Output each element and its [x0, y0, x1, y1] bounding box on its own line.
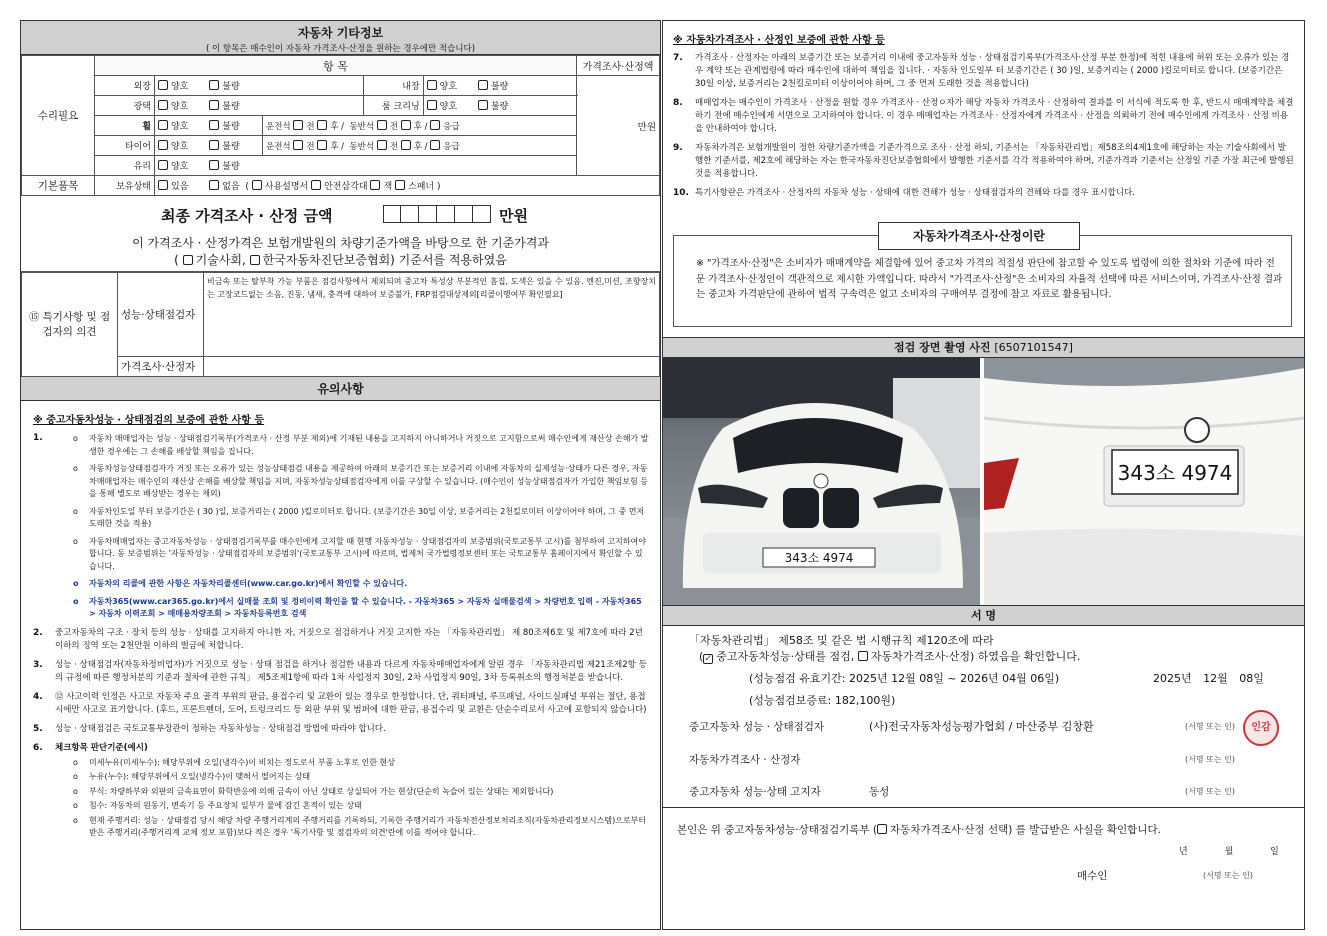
- tire-bad-option[interactable]: 불량: [209, 142, 239, 152]
- row-interior: 내장: [363, 76, 423, 96]
- checkbox[interactable]: [158, 80, 168, 90]
- checkbox[interactable]: [377, 120, 387, 130]
- cleaning-bad-option[interactable]: 불량: [478, 99, 508, 112]
- seal-stamp: 인감: [1243, 710, 1279, 746]
- checkbox[interactable]: [158, 160, 168, 170]
- tire-good-option[interactable]: 양호: [158, 139, 188, 152]
- tire-positions: 운전석 전 후 / 동반석 전 후 / 응급: [263, 136, 577, 156]
- photo-area: [663, 358, 1304, 606]
- car-front-image: [663, 358, 980, 605]
- inspection-note: 비금속 또는 탈부착 가능 부품은 점검사항에서 제외되며 중고차 특성상 부분적인 흠집, 도색은 있을 수 있음. 엔진,미션, 조향장치는 고장코드없는 소음, 진동, 냄새, 충격에 대하여 보증불가, FRP점검대상제외[리콜이행여부 확인필요]: [204, 273, 660, 357]
- checkbox[interactable]: [395, 180, 405, 190]
- final-price-unit: 만원: [499, 207, 528, 225]
- notifier-sign: (서명 또는 인): [1185, 787, 1235, 796]
- price-item-8: 8. 매매업자는 매수인이 가격조사 · 산정을 원할 경우 가격조사 · 산정ㅇ자가 해당 자동차 가격조사 · 산정하여 결과를 이 서식에 적도록 한 후, 반드시 매매계약을 체결하기 전에 매수인에게 서면으로 고지하여야 합니다. 이 경우 매매업자는 가격조사 · 산정자에게 가격조사 · 산정을 의뢰하기 전에 매수인에게 가격조사 · 산정 비용을 안내하여야 합니다.: [673, 98, 1294, 134]
- warranty-fee: (성능점검보증료: 182,100원): [749, 694, 896, 707]
- final-price-boxes[interactable]: [383, 205, 491, 223]
- checkbox[interactable]: [427, 80, 437, 90]
- inspector-name: (사)전국자동차성능평가협회 / 마산중부 김창환: [869, 720, 1094, 733]
- checkbox[interactable]: [478, 80, 488, 90]
- inspector-label: 중고자동차 성능 · 상태점검자: [689, 720, 825, 733]
- receipt-date: 년 월 일: [1179, 847, 1279, 857]
- checkbox[interactable]: [401, 120, 411, 130]
- row-gloss: 광택: [95, 96, 155, 116]
- checkbox[interactable]: [317, 120, 327, 130]
- price-item-10: 10. 특기사항란은 가격조사 · 산정자의 자동차 성능 · 상태에 대한 견해가 성능 · 상태점검자의 견해와 다를 경우 표시합니다.: [673, 188, 1135, 198]
- row-exterior: 외장: [95, 76, 155, 96]
- sub-item: o 자동차인도일 부터 보증기간은 ( 30 )일, 보증거리는 ( 2000 )킬로미터로 합니다. (보증기간은 30일 이상, 보증거리는 2천킬로미터 이상이어야 하며, 그 중 먼저 도래한 것을 적용): [73, 506, 645, 528]
- what-is-price-title: 자동차가격조사·산정이란: [878, 222, 1080, 250]
- front-plate-text: 343소 4974: [784, 551, 854, 565]
- checkbox[interactable]: [478, 100, 488, 110]
- checkbox[interactable]: [370, 180, 380, 190]
- checkbox[interactable]: [317, 140, 327, 150]
- sign-confirm: (✓ 중고자동차성능·상태를 점검, 자동차가격조사·산정) 하였음을 확인합니다.: [699, 650, 1081, 664]
- notice-body: [21, 401, 660, 840]
- sign-date: 2025년 12월 08일: [1153, 672, 1264, 685]
- final-price-desc1: 이 가격조사 · 산정가격은 보험개발원의 차량기준가액을 바탕으로 한 기준가격과: [132, 236, 549, 250]
- etc-info-header: [21, 21, 660, 55]
- checkbox[interactable]: [209, 140, 219, 150]
- notice-item-6: 6. 체크항목 판단기준(예시): [33, 742, 148, 753]
- photo-id: [6507101547]: [994, 341, 1073, 354]
- exterior-good-option[interactable]: 양호: [158, 79, 188, 92]
- buyer-sign: (서명 또는 인): [1203, 871, 1253, 880]
- checkbox[interactable]: [430, 120, 440, 130]
- price-warranty-title: ※ 자동차가격조사 · 산정인 보증에 관한 사항 등: [673, 35, 885, 46]
- receipt-price-checkbox[interactable]: [877, 824, 887, 834]
- checkbox[interactable]: [209, 120, 219, 130]
- price-item-7: 7. 가격조사 · 산정자는 아래의 보증기간 또는 보증거리 이내에 중고자동차 성능 · 상태점검기록부(가격조사·산정 부분 한정)에 적힌 내용에 허위 또는 오류가 있는 경우 계약 또는 관계법령에 따라 매수인에 대하여 책임을 집니다. · 자동차 인도일부 터 보증기간은 ( 30 )일, 보증거리는 ( 2000 )킬로미터로 합니다. (보증기간은 30일 이상, 보증거리는 2천킬로미터 이상이어야 하며, 그 중 먼저 도래한 것을 적용합니다): [673, 53, 1290, 89]
- notifier-name: 동성: [869, 786, 890, 798]
- interior-bad-option[interactable]: 불량: [478, 79, 508, 92]
- right-column: [662, 20, 1305, 930]
- notice-item-4: 4. ⑫ 사고이력 인정은 사고로 자동차 주요 골격 부위의 판금, 용접수리 및 교환이 있는 경우로 한정합니다. 단, 쿼터패널, 루프패널, 사이드실패널 부위는 절단, 용접 시에만 사고로 표기합니다. (후드, 프론트펜더, 도어, 트렁크리드 등 외판 부위 및 범퍼에 대한 판금, 용접수리 및 교환은 단순수리로서 사고에 포함되지 않습니다): [33, 691, 647, 715]
- performance-checkbox[interactable]: ✓: [704, 654, 713, 664]
- what-is-price-text: ※ "가격조사·산정"은 소비자가 매매계약을 체결함에 있어 중고차 가격의 적절성 판단에 참고할 수 있도록 법령에 의한 절차와 기준에 따라 전문 가격조사·산정인이 객관적으로 제시한 가액입니다. 따라서 "가격조사·산정"은 소비자의 자율적 선택에 따른 서비스이며, 가격조사·산정 결과는 중고차 가격판단에 관하여 법적 구속력은 없고 소비자의 구매여부 결정에 참고 자료로 활용됩니다.: [696, 258, 1283, 300]
- row-glass: 유리: [95, 156, 155, 176]
- price-inspector-sign-label: 자동차가격조사 · 산정자: [689, 754, 801, 766]
- gloss-bad-option[interactable]: 불량: [209, 99, 239, 112]
- notice-item-5: 5. 성능 · 상태점검은 국토교통부장관이 정하는 자동차성능 · 상태점검 방법에 따라야 합니다.: [33, 723, 386, 734]
- row-keep: 보유상태: [95, 176, 155, 196]
- checkbox[interactable]: [250, 255, 260, 265]
- price-inspector-sign: (서명 또는 인): [1185, 755, 1235, 764]
- checkbox[interactable]: [158, 140, 168, 150]
- exterior-bad-option[interactable]: 불량: [209, 79, 239, 92]
- item1-subs: [33, 433, 650, 621]
- checkbox[interactable]: [209, 180, 219, 190]
- sub-item-recall[interactable]: o 자동차의 리콜에 관한 사항은 자동차리콜센터(www.car.go.kr)에서 확인할 수 있습니다.: [73, 579, 408, 588]
- notifier-label: 중고자동차 성능·상태 고지자: [689, 786, 821, 798]
- left-column: [20, 20, 661, 930]
- checkbox[interactable]: [401, 140, 411, 150]
- sub-item: o 미세누유(미세누수): 해당부위에 오일(냉각수)이 비치는 정도로서 부품 노후로 인한 현상: [73, 757, 396, 767]
- price-item-9: 9. 자동차가격은 보험개발원이 정한 차량기준가액을 기준가격으로 조사 · 산정 하되, 기준서는 「자동차관리법」제58조의4제1호에 해당하는 자는 기술사회에서 발행한 기준서를, 제2호에 해당하는 자는 한국자동차진단보증협회에서 발행한 기준서를 각각 적용하여야 하며, 기준가격과 기준서는 산정일 기준 가장 최근에 발행된 것을 적용합니다.: [673, 143, 1294, 179]
- price-warranty-section: [663, 21, 1304, 338]
- price-checkbox[interactable]: [858, 651, 868, 661]
- car-front-photo: [663, 358, 980, 605]
- row-room-cleaning: 룸 크리닝: [363, 96, 423, 116]
- checkbox[interactable]: [427, 100, 437, 110]
- validity-period: (성능점검 유효기간: 2025년 12월 08일 ~ 2026년 04월 06일): [749, 672, 1060, 685]
- keep-have-option[interactable]: 있음: [158, 179, 188, 192]
- rear-plate-text: 343소 4974: [1117, 461, 1233, 485]
- warranty-title: ※ 중고자동차성능 · 상태점검의 보증에 관한 사항 등: [33, 415, 265, 426]
- etc-info-subtitle: ( 이 항목은 매수인이 자동차 가격조사·산정을 원하는 경우에만 적습니다): [205, 44, 476, 54]
- price-inspector-label: 가격조사·산정자: [118, 357, 204, 377]
- checkbox[interactable]: [209, 80, 219, 90]
- checkbox[interactable]: [209, 160, 219, 170]
- final-price-title: 최종 가격조사 · 산정 금액: [161, 207, 333, 225]
- checkbox[interactable]: [311, 180, 321, 190]
- notice-header: 유의사항: [21, 377, 660, 401]
- glass-good-option[interactable]: 양호: [158, 159, 188, 172]
- checkbox[interactable]: [377, 140, 387, 150]
- cleaning-good-option[interactable]: 양호: [427, 99, 457, 112]
- checkbox[interactable]: [293, 120, 303, 130]
- receipt-text: 본인은 위 중고자동차성능·상태점검기록부 ( 자동차가격조사·산정 선택) 를 발급받은 사실을 확인합니다.: [677, 824, 1161, 836]
- checkbox[interactable]: [158, 100, 168, 110]
- glass-bad-option[interactable]: 불량: [209, 159, 239, 172]
- checkbox[interactable]: [158, 180, 168, 190]
- notifier-row: [689, 784, 1235, 799]
- notice-item-2: 2. 중고자동차의 구조 · 장치 등의 성능 · 상태를 고지하지 아니한 자, 거짓으로 점검하거나 거짓 고지한 자는 「자동차관리법」 제 80조제6호 및 제7호에 따라 2년 이하의 징역 또는 2천만원 이하의 벌금에 처합니다.: [33, 627, 643, 651]
- car-rear-photo: [984, 358, 1304, 605]
- sign-header: 서 명: [663, 606, 1304, 626]
- photo-title: 점검 장면 촬영 사진: [894, 341, 991, 354]
- wheel-good-option[interactable]: 양호: [158, 119, 188, 132]
- price-inspector-row: [689, 752, 1235, 767]
- won-unit: 만원: [577, 76, 660, 176]
- sub-item: o 자동차성능상태점검자가 거짓 또는 오류가 있는 성능상태점검 내용을 제공하여 아래의 보증기간 또는 보증거리 이내에 자동차의 실제성능·상태가 다른 경우, 자동차매매업자는 매수인의 재산상 손해를 배상할 책임을 지며, 자동차성능상태점검자에게 이를 구상할 수 있습니다. (매수인이 성능상태점검자가 가입한 책임보험 등을 통해 별도로 배상받는 경우는 제외): [73, 464, 648, 498]
- buyer-label: 매수인: [1077, 870, 1108, 882]
- items-header: 항 목: [95, 56, 577, 76]
- sub-item: o 부식: 차량하부와 외판의 금속표면이 화학반응에 의해 금속이 아닌 상태로 상실되어 가는 현상(단순히 녹슬어 있는 상태는 제외합니다): [73, 786, 554, 796]
- etc-info-table: 수리필요 항 목 가격조사·산정액 외장 양호 불량 내장 양호 불량 만원 광택 양호 불량 룸 크리닝 양호 불량 휠 양호 불량 운전석 전 후 / 동반석 전 후 / 응급 타이어 양호 불량 운전석 전 후 / 동반석 전 후 / 응급 유리 양호 불량 기본품목 보유상태 있음 없음 ( 사용설명서 안전삼각대 잭 스패너 ): [21, 55, 660, 196]
- special-notes-table: [21, 272, 660, 377]
- repair-label: 수리필요: [22, 56, 95, 176]
- row-tire: 타이어: [95, 136, 155, 156]
- inspector-sign: (서명 또는 인): [1185, 721, 1235, 731]
- interior-good-option[interactable]: 양호: [427, 79, 457, 92]
- checkbox[interactable]: [293, 140, 303, 150]
- wheel-positions: 운전석 전 후 / 동반석 전 후 / 응급: [263, 116, 577, 136]
- item6-subs: [33, 757, 650, 840]
- checkbox[interactable]: [430, 140, 440, 150]
- notice-item-3: 3. 성능 · 상태점검자(자동차정비업자)가 거짓으로 성능 · 상태 점검을 하거나 점검한 내용과 다르게 자동차매매업자에게 알린 경우 「자동차관리법 제21조제2항 등의 규정에 따른 행정처분의 기준과 절차에 관한 규칙」 제5조제1항에 따라 1차 사업정지 30일, 2차 사업정지 90일, 3차 등록취소의 행정처분을 받습니다.: [33, 659, 647, 683]
- checkbox[interactable]: [183, 255, 193, 265]
- photo-header: [663, 338, 1304, 358]
- sign-section: [663, 626, 1304, 808]
- sub-item: o 자동차 매매업자는 성능 · 상태점검기록부(가격조사 · 산정 부분 제외)에 기재된 내용을 고지하지 아니하거나 거짓으로 고지함으로써 매수인에게 재산상 손해가 발생한 경우에는 그 손해를 배상할 책임을 집니다.: [73, 434, 649, 456]
- checkbox[interactable]: [252, 180, 262, 190]
- sub-item: o 누유(누수): 해당부위에서 오일(냉각수)이 맺혀서 떨어지는 상태: [73, 772, 311, 781]
- car-rear-image: [984, 358, 1304, 605]
- wheel-bad-option[interactable]: 불량: [209, 122, 239, 132]
- price-header: 가격조사·산정액: [577, 56, 660, 76]
- keep-none-option[interactable]: 없음: [209, 182, 239, 192]
- sub-item-car365[interactable]: o 자동차365(www.car365.go.kr)에서 실매물 조회 및 정비이력 확인을 할 수 있습니다. - 자동차365 > 자동차 실매물검색 > 차량번호 입력 - 자동차365 > 자동차 이력조회 > 매매용차량조회 > 자동차등록번호 검색: [73, 596, 642, 618]
- notice-item-1: 1.: [33, 433, 43, 443]
- sub-item: o 현재 주행거리: 성능 · 상태점검 당시 해당 차량 주행거리계의 주행거리를 기록하되, 기록한 주행거리가 자동차전산정보처리조직(자동차관리정보시스템)으로부터 받은 주행거리(주행거리계 교체 정보 포함)보다 적은 경우 '특기사항 및 점검자의 의견'란에 이를 적어야 합니다.: [73, 815, 647, 837]
- inspection-label: 성능·상태점검자: [118, 273, 204, 357]
- sub-item: o 자동차매매업자는 중고자동차성능 · 상태점검기록부를 매수인에게 고지할 때 현행 자동차성능 · 상태점검자의 보증범위(국토교통부 고시)를 첨부하여 고지하여야 합니다. 동 보증범위는 '자동차성능 · 상태점검자의 보증범위'(국토교통부 고시)에 따르며, 법제처 국가법령정보센터 또는 국토교통부 홈페이지에서 확인할 수 있습니다.: [73, 536, 646, 571]
- checkbox[interactable]: [158, 120, 168, 130]
- inspector-row: [689, 718, 1235, 734]
- special-label: ⑮ 특기사항 및 점검자의 의견: [22, 273, 118, 377]
- row-wheel: 휠: [95, 116, 155, 136]
- final-price-section: [21, 196, 660, 272]
- basic-label: 기본품목: [22, 176, 95, 196]
- checkbox[interactable]: [209, 100, 219, 110]
- final-price-desc2: ( 기술사회, 한국자동차진단보증협회) 기준서를 적용하였음: [174, 253, 507, 267]
- receipt-section: [663, 808, 1304, 899]
- sign-law: 「자동차관리법」 제58조 및 같은 법 시행규칙 제120조에 따라: [689, 634, 994, 647]
- sub-item: o 침수: 자동차의 원동기, 변속기 등 주요장치 일부가 물에 잠긴 흔적이 있는 상태: [73, 801, 362, 810]
- gloss-good-option[interactable]: 양호: [158, 99, 188, 112]
- etc-info-title: 자동차 기타정보: [297, 26, 384, 40]
- price-inspector-note[interactable]: [204, 357, 660, 377]
